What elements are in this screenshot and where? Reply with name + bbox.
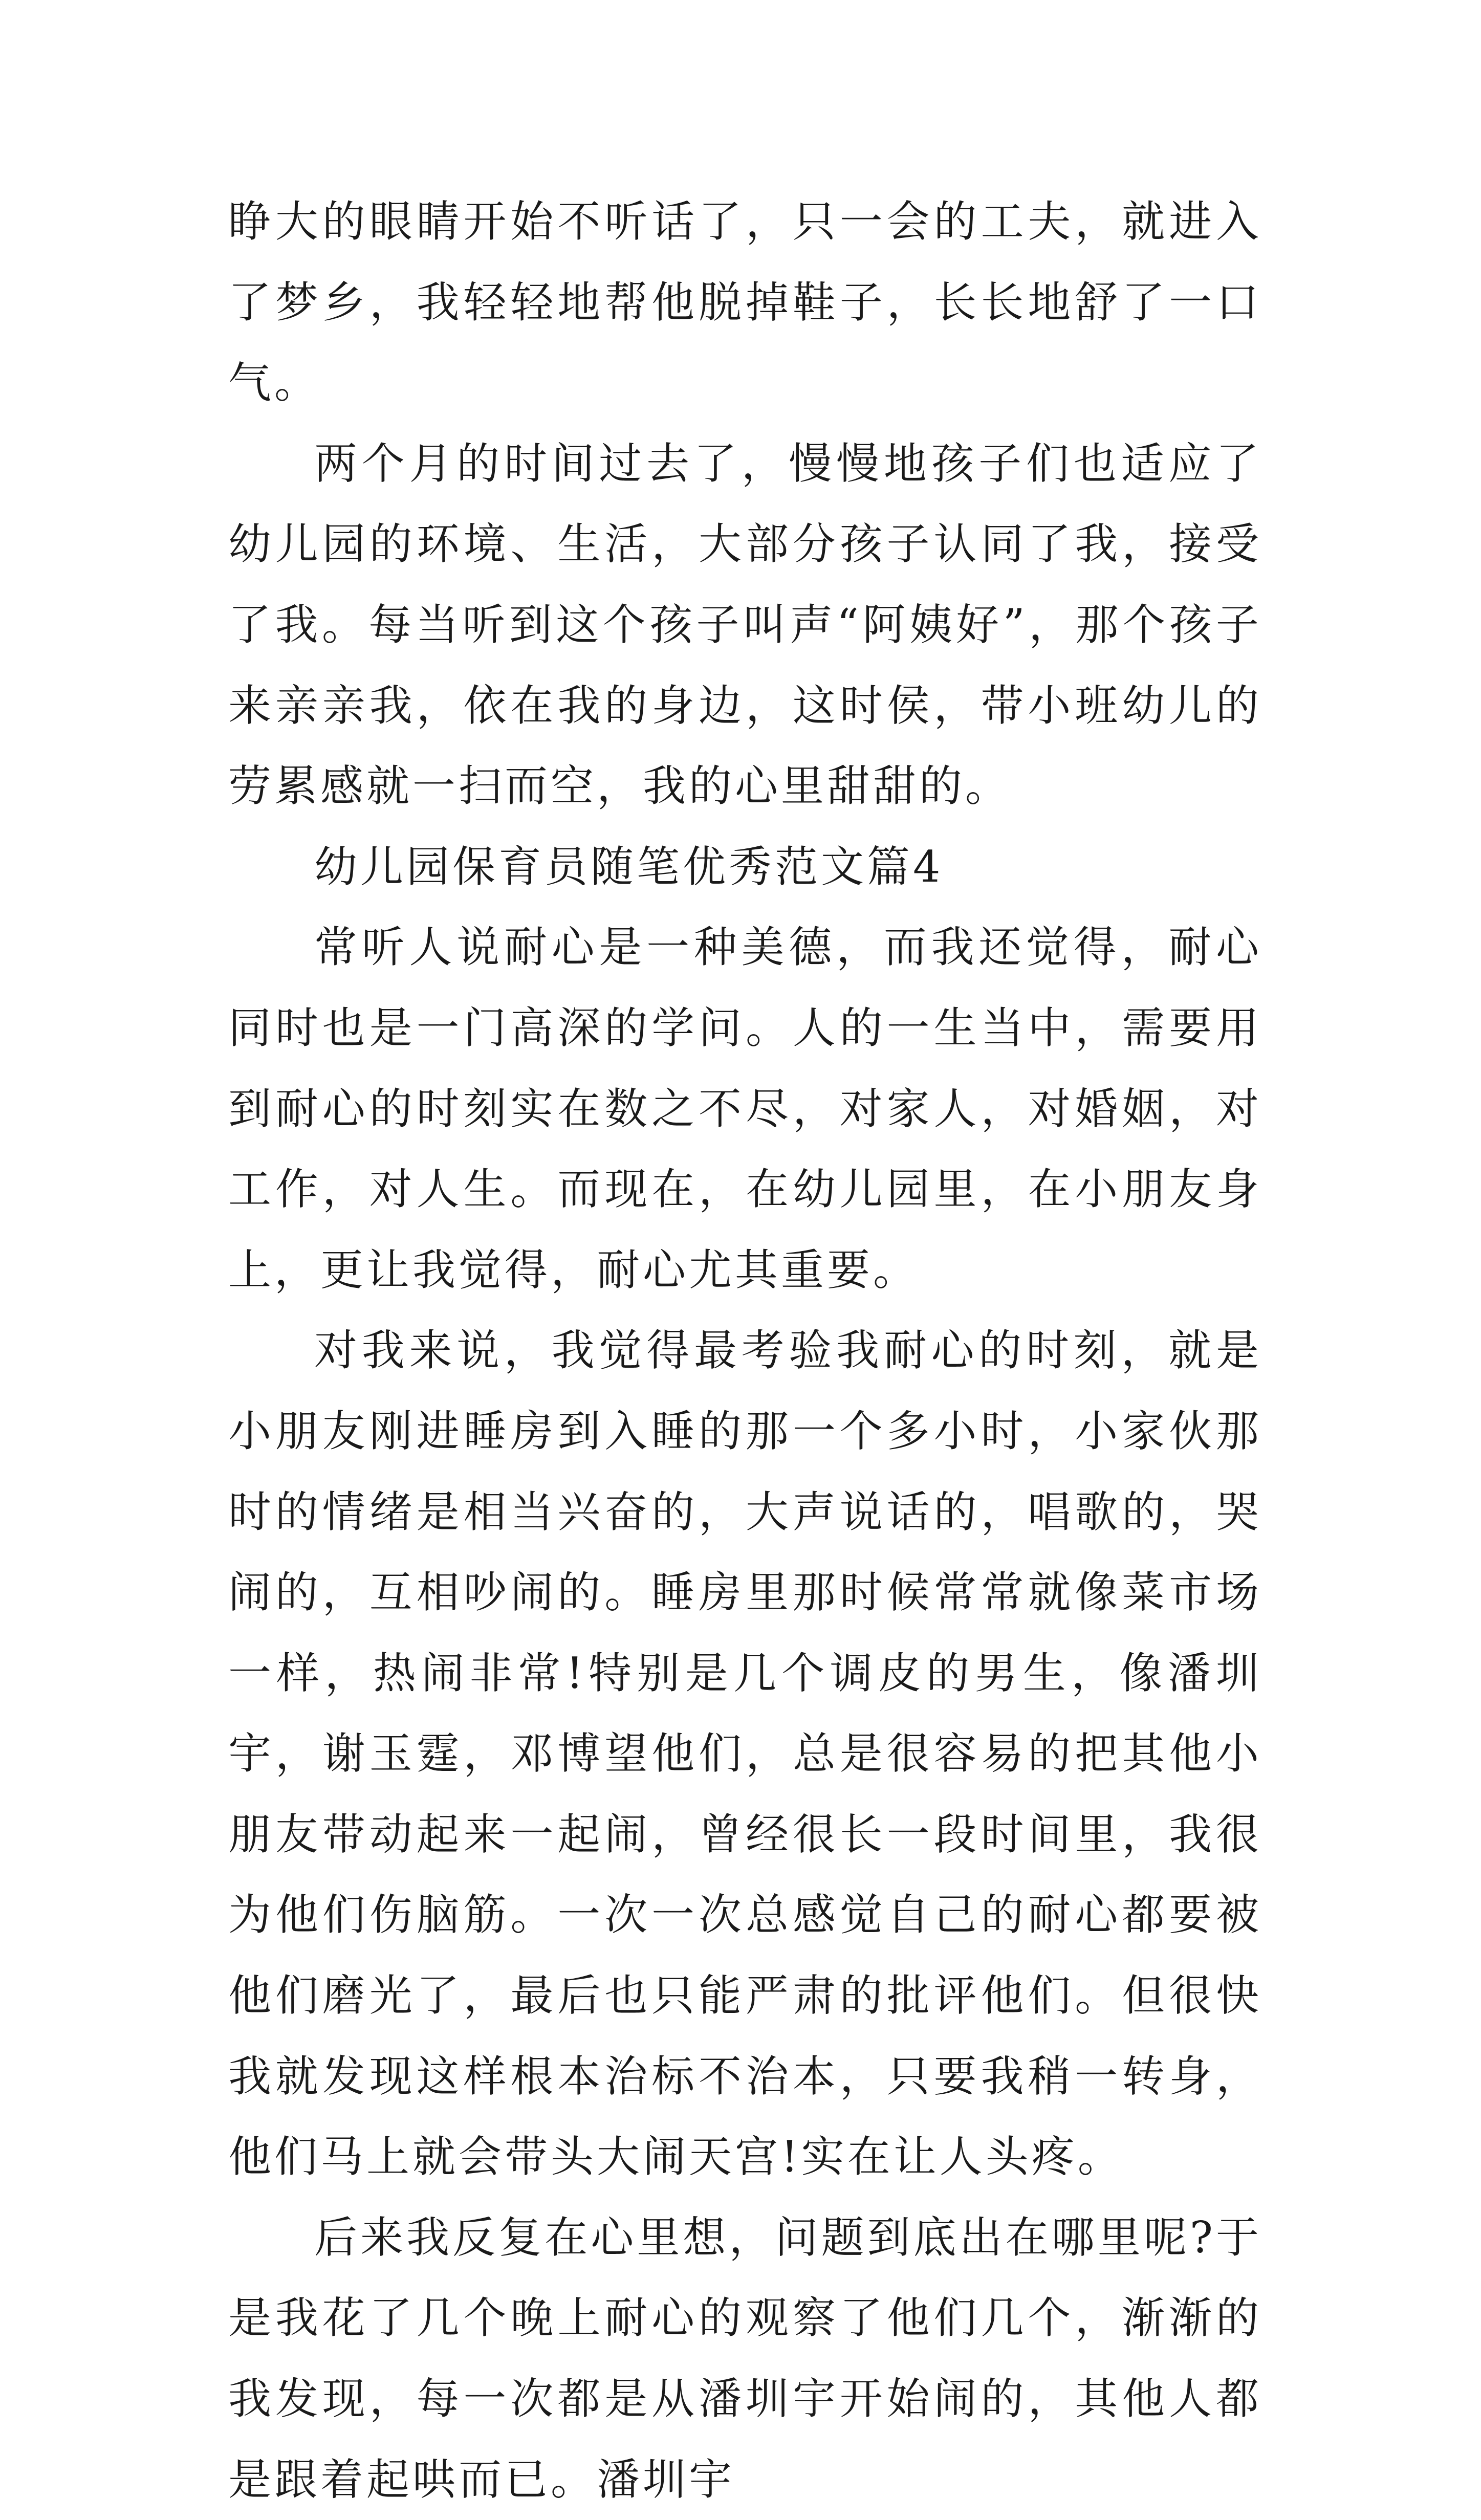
paragraph: 对我来说，我觉得最考验我耐心的时刻，就是小朋友刚进睡房到入睡的那一个多小时，小家伙那时的情绪是相当兴奋的，大声说话的，唱歌的，哭闹的，互相吵闹的。睡房里那时候常常就像菜市场一样，热闹非常!特别是几个调皮的男生，像潘圳宇，谢玉霆，邓博望他们，总是很容易的把其他小朋友带动起来一起闹，曾经很长一段时间里，我很为他们伤脑筋。一次一次总感觉自己的耐心都要被他们磨光了，最后也只能严肃的批评他们。但很快我就发现这样根本治标不治本，只要我稍一转身，他们马上就会带头大闹天宫!实在让人头疼。 <box>228 1325 1262 2182</box>
paragraph: 后来我反复在心里想，问题到底出在哪里呢?于是我花了几个晚上耐心的观察了他们几个，渐渐的我发现，每一次都是从潘圳宇开始闹的，其他人都是跟着起哄而已。潘圳宇 <box>228 2212 1262 2505</box>
document-body <box>228 182 1262 2520</box>
paragraph-continued: 睁大的眼睛开始不听话了，只一会的工夫，就进入了梦乡，我轻轻地帮他脱掉鞋子，长长地舒了一口气。 <box>228 196 1262 408</box>
paragraph: 常听人说耐心是一种美德，而我还觉得，耐心同时也是一门高深的学问。人的一生当中，需要用到耐心的时刻实在数之不尽，对家人，对婚姻，对工作，对人生。而现在，在幼儿园里，在小朋友身上，更让我觉得，耐心尤其重要。 <box>228 922 1262 1295</box>
section-heading: 幼儿园保育员随笔优秀范文篇4 <box>314 841 944 892</box>
paragraph: 两个月的时间过去了，慢慢地孩子们也适应了幼儿园的环境、生活，大部分孩子认同了我，接受了我。每当听到这个孩子叫声“阿姨好”，那个孩子来亲亲我，依在我的身边，这时侯，带小班幼儿的劳累感就一扫而空，我的心里甜甜的。 <box>228 438 1262 812</box>
